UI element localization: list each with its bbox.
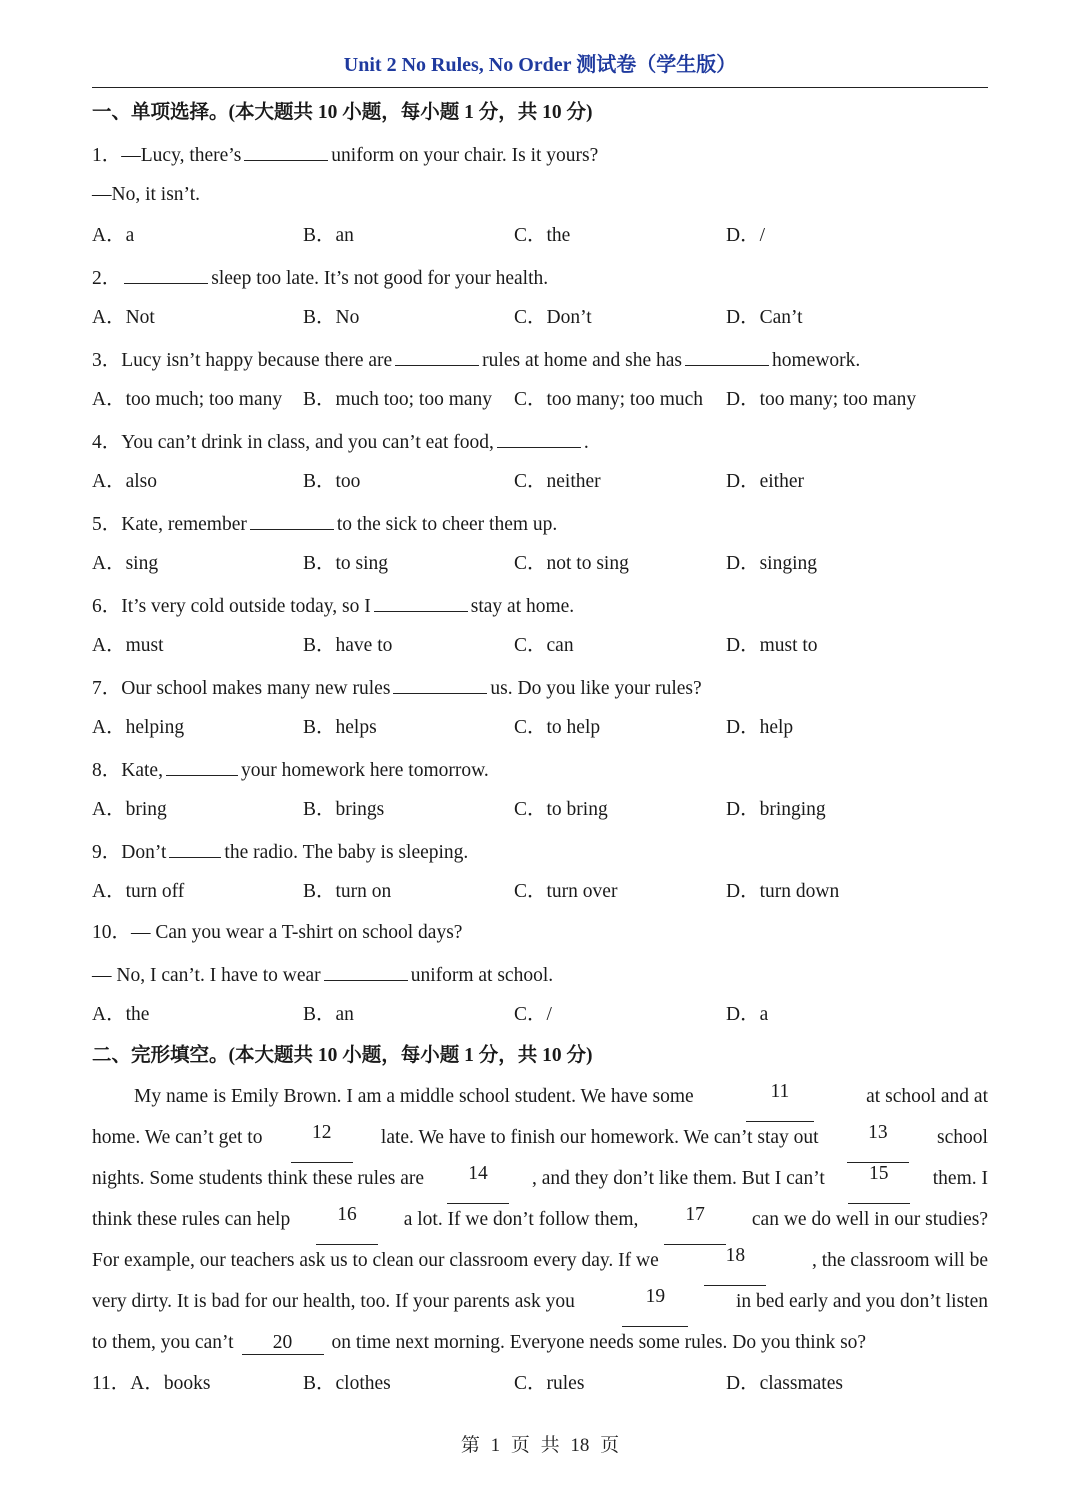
question-9-options — [92, 876, 988, 917]
question-7-options — [92, 712, 988, 753]
option-c[interactable]: C．not to sing — [514, 553, 629, 574]
question-7: 7．Our school makes many new rules us. Do you like your rules? — [92, 671, 988, 712]
question-number: 10． — [92, 922, 132, 943]
passage-line-7: to them, you can’t 20 on time next morning. Everyone needs some rules. Do you think so? — [92, 1332, 867, 1353]
question-number: 8． — [92, 760, 122, 781]
option-b[interactable]: B．No — [303, 307, 360, 328]
header-divider — [92, 87, 988, 88]
question-3-options — [92, 384, 988, 425]
passage-line-6: very dirty. It is bad for our health, too. If your parents ask you 19 in bed early and you don’t listen — [92, 1286, 988, 1327]
question-4: 4．You can’t drink in class, and you can’t eat food, . — [92, 425, 988, 466]
question-number: 2． — [92, 268, 122, 289]
option-c[interactable]: C．to bring — [514, 799, 608, 820]
question-1-options — [92, 220, 988, 261]
option-b[interactable]: B．clothes — [303, 1373, 391, 1394]
option-d[interactable]: D．/ — [726, 225, 766, 246]
question-number: 11． — [92, 1373, 131, 1394]
question-2: 2． sleep too late. It’s not good for your health. — [92, 261, 988, 302]
cloze-blank-15: 15 — [848, 1163, 910, 1204]
question-2-options — [92, 302, 988, 343]
question-1: 1．—Lucy, there’s uniform on your chair. Is it yours? — [92, 138, 988, 179]
answer-blank — [685, 343, 769, 366]
answer-blank — [244, 138, 328, 161]
option-c[interactable]: C．turn over — [514, 881, 618, 902]
answer-blank — [166, 753, 238, 776]
option-a[interactable]: A．too much; too many — [92, 389, 283, 410]
option-b[interactable]: B．much too; too many — [303, 389, 493, 410]
option-d[interactable]: D．singing — [726, 553, 818, 574]
option-d[interactable]: D．help — [726, 717, 794, 738]
answer-blank — [393, 671, 487, 694]
question-10: 10．— Can you wear a T-shirt on school days? — [92, 922, 463, 943]
option-b[interactable]: B．helps — [303, 717, 377, 738]
cloze-blank-11: 11 — [746, 1081, 814, 1122]
option-b[interactable]: B．an — [303, 1004, 354, 1025]
answer-blank — [250, 507, 334, 530]
passage-line-5: For example, our teachers ask us to clean our classroom every day. If we 18 , the classroom will be — [92, 1245, 988, 1286]
document-title: Unit 2 No Rules, No Order 测试卷（学生版） — [343, 54, 737, 76]
option-a[interactable]: A．helping — [92, 717, 185, 738]
option-d[interactable]: D．too many; too many — [726, 389, 917, 410]
option-d[interactable]: D．classmates — [726, 1373, 843, 1394]
question-11-options — [92, 1368, 988, 1409]
question-9: 9．Don’t the radio. The baby is sleeping. — [92, 835, 988, 876]
option-d[interactable]: D．Can’t — [726, 307, 803, 328]
cloze-blank-14: 14 — [447, 1163, 509, 1204]
question-3: 3．Lucy isn’t happy because there are rules at home and she has homework. — [92, 343, 988, 384]
option-c[interactable]: C．the — [514, 225, 571, 246]
option-a[interactable]: A．Not — [92, 307, 155, 328]
option-a[interactable]: A．books — [130, 1373, 211, 1394]
option-c[interactable]: C．neither — [514, 471, 601, 492]
answer-blank — [324, 958, 408, 981]
cloze-blank-13: 13 — [847, 1122, 909, 1163]
question-number: 5． — [92, 514, 122, 535]
question-11 — [92, 1368, 210, 1400]
question-6: 6．It’s very cold outside today, so I stay at home. — [92, 589, 988, 630]
answer-blank — [497, 425, 581, 448]
option-c[interactable]: C．/ — [514, 1004, 552, 1025]
question-10-reply: — No, I can’t. I have to wear uniform at school. — [92, 958, 988, 999]
option-c[interactable]: C．Don’t — [514, 307, 592, 328]
question-10-options — [92, 999, 988, 1040]
option-a[interactable]: A．sing — [92, 553, 159, 574]
option-d[interactable]: D．bringing — [726, 799, 826, 820]
option-b[interactable]: B．an — [303, 225, 354, 246]
section-heading-multiple-choice: 一、单项选择。(本大题共 10 小题，每小题 1 分，共 10 分) — [92, 102, 593, 123]
answer-blank — [169, 835, 221, 858]
answer-blank — [374, 589, 468, 612]
option-a[interactable]: A．the — [92, 1004, 150, 1025]
option-b[interactable]: B．turn on — [303, 881, 392, 902]
question-5-options — [92, 548, 988, 589]
passage-line-1: My name is Emily Brown. I am a middle school student. We have some 11 at school and at — [92, 1081, 988, 1122]
option-c[interactable]: C．rules — [514, 1373, 585, 1394]
cloze-blank-16: 16 — [316, 1204, 378, 1245]
cloze-blank-17: 17 — [664, 1204, 726, 1245]
option-a[interactable]: A．also — [92, 471, 157, 492]
passage-line-4: think these rules can help 16 a lot. If we don’t follow them, 17 can we do well in our studies? — [92, 1204, 988, 1245]
question-number: 7． — [92, 678, 122, 699]
answer-blank — [124, 261, 208, 284]
option-a[interactable]: A．turn off — [92, 881, 185, 902]
question-number: 6． — [92, 596, 122, 617]
question-8: 8．Kate, your homework here tomorrow. — [92, 753, 988, 794]
option-a[interactable]: A．must — [92, 635, 164, 656]
option-b[interactable]: B．have to — [303, 635, 393, 656]
option-c[interactable]: C．can — [514, 635, 574, 656]
option-b[interactable]: B．to sing — [303, 553, 389, 574]
option-d[interactable]: D．turn down — [726, 881, 840, 902]
option-b[interactable]: B．too — [303, 471, 361, 492]
option-a[interactable]: A．bring — [92, 799, 167, 820]
exam-content — [92, 97, 988, 1409]
section-heading-cloze: 二、完形填空。(本大题共 10 小题，每小题 1 分，共 10 分) — [92, 1045, 593, 1066]
question-4-options — [92, 466, 988, 507]
question-number: 9． — [92, 842, 122, 863]
option-d[interactable]: D．either — [726, 471, 804, 492]
option-c[interactable]: C．too many; too much — [514, 389, 704, 410]
option-a[interactable]: A．a — [92, 225, 135, 246]
answer-blank — [395, 343, 479, 366]
option-d[interactable]: D．a — [726, 1004, 769, 1025]
question-8-options — [92, 794, 988, 835]
question-5: 5．Kate, remember to the sick to cheer them up. — [92, 507, 988, 548]
question-number: 1． — [92, 145, 122, 166]
question-number: 4． — [92, 432, 122, 453]
cloze-blank-20: 20 — [242, 1332, 324, 1355]
option-d[interactable]: D．must to — [726, 635, 818, 656]
question-1-reply: —No, it isn’t. — [92, 184, 200, 205]
option-c[interactable]: C．to help — [514, 717, 601, 738]
question-6-options — [92, 630, 988, 671]
passage-line-3: nights. Some students think these rules are 14 , and they don’t like them. But I can’t 15 them. I — [92, 1163, 988, 1204]
cloze-blank-18: 18 — [704, 1245, 766, 1286]
option-b[interactable]: B．brings — [303, 799, 385, 820]
cloze-blank-12: 12 — [291, 1122, 353, 1163]
cloze-blank-19: 19 — [622, 1286, 688, 1327]
passage-line-2: home. We can’t get to 12 late. We have to finish our homework. We can’t stay out 13 school — [92, 1122, 988, 1163]
question-number: 3． — [92, 350, 122, 371]
page-footer: 第 1 页 共 18 页 — [460, 1435, 620, 1456]
